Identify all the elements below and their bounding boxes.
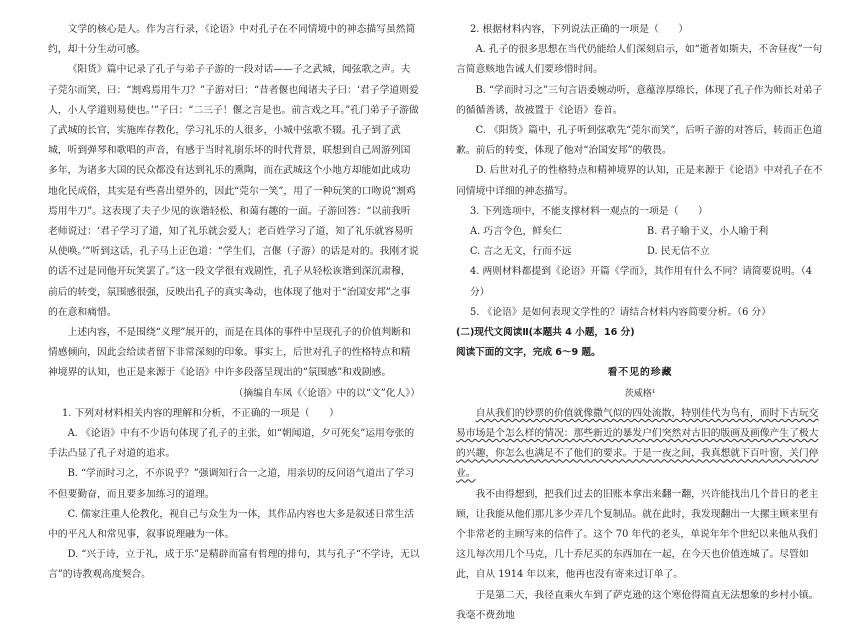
- story-paragraph: [456, 404, 824, 485]
- question-1-option-c: C. 儒家注重人伦教化，视自己与众生为一体，其作品内容也大多是叙述日常生活中的平凡人和常见事，叙事说理融为一体。: [48, 508, 415, 541]
- question-3-options-row-2: [456, 242, 824, 262]
- section-heading: (二)现代文阅读Ⅱ(本题共 4 小题，16 分): [456, 327, 635, 339]
- question-1-stem: 1. 下列对材料相关内容的理解和分析，不正确的一项是（ ）: [62, 407, 339, 419]
- story-paragraph: 于是第二天，我径直乘火车到了萨克逊的这个寒伧得简直无法想象的乡村小镇。我毫不费劲地: [456, 589, 819, 621]
- reading-instruction: 阅读下面的文字，完成 6～9 题。: [456, 347, 601, 359]
- question-2-option-b: B. “学而时习之”三句言语委婉动听，意蕴淳厚绵长，体现了孔子作为师长对弟子的循循善诱，故被置于《论语》卷首。: [456, 84, 823, 116]
- underlined-passage: 自从我们的钞票的价值就像撒气似的四处流散，特别佳代为鸟有，而时下古玩交易市场是个怎么样的情况：那些新近的暴发户们突然对古旧的版画及画像产生了极大的兴趣，你怎么也满足不了他们的要求。于是一夜之间，我真想就下百叶窗，关门停业。: [456, 407, 819, 480]
- question-2-stem: 2. 根据材料内容，下列说法正确的一项是（ ）: [470, 24, 689, 35]
- question-3-option-d: D. 民无信不立: [647, 246, 710, 258]
- question-3-option-c: C. 言之无文，行而不远: [470, 246, 572, 258]
- paragraph: 《阳货》篇中记录了孔子与弟子子游的一段对话——子之武城，闻弦歌之声。夫子莞尔而笑，曰：“割鸡焉用牛刀？”子游对曰：“昔者偃也闻诸夫子曰：‘君子学道则爱人，小人学道则易使也。’”子曰：“二三子！偃之言是也。前言戏之耳。”孔门弟子子游做了武城的长官，实施库存教化，学习礼乐的人很多，小城中弦歌不辍。孔子到了武城，听到弹琴和歌唱的声音，有感于当时礼崩乐坏的时代背景，联想到自己周游列国多年，为诸多大国的民众都没有达到礼乐的熏陶，而在武城这个小地方却能如此成功地化民成俗，其实是有些喜出望外的，因此“莞尔一笑”，用了一种玩笑的口吻说“割鸡焉用牛刀”。这表现了夫子少见的诙谐轻松、和蔼有趣的一面。子游回答：“以前我听老师说过：‘君子学习了道，知了礼乐就会爱人；老百姓学习了道，知了礼乐就容易听从使唤。’”听到这话，孔子马上正色道：“学生们，言偃（子游）的话是对的。我刚才说的话不过是同他开玩笑罢了。”这一段文学很有戏剧性，孔子从轻松诙谐到深沉肃穆，前后的转变，氛围感很强，反映出孔子的真实촉动，也体现了他对于“治国安邦”之事的在意和痛惜。: [48, 64, 419, 318]
- question-1-option-a: A. 《论语》中有不少语句体现了孔子的主张，如“朝闻道，夕可死矣”运用夸张的手法凸显了孔子对道的追求。: [48, 428, 415, 460]
- story-title: 看不见的珍藏: [607, 367, 673, 379]
- question-2-option-a: A. 孔子的很多思想在当代仍能给人们深刻启示，如“逝者如斯夫，不舍昼夜”一句言简意赅地告诫人们要珍惜时间。: [456, 44, 823, 76]
- question-5: 5. 《论语》是如何表现文学性的？请结合材料内容简要分析。（6 分）: [470, 306, 772, 318]
- question-1-option-d: D. “兴于诗，立于礼，成于乐”是精辟而富有哲理的排句，其与孔子“不学诗，无以言”的诗教观高度契合。: [48, 549, 420, 581]
- question-3-option-a: A. 巧言令色，鲜矣仁: [470, 226, 562, 238]
- question-2-option-c: C. 《阳货》篇中，孔子听到弦歌先“莞尔而笑”，后听子游的对答后，转而正色道歉。前后的转变，体现了他对“治国安邦”的敬畏。: [456, 125, 823, 157]
- question-2-option-d: D. 后世对孔子的性格特点和精神境界的认知，正是来源于《论语》中对孔子在不同情境中详细的神态描写。: [456, 165, 823, 197]
- story-author: 茨威格¹: [624, 388, 656, 399]
- paragraph: 文学的核心是人。作为言行录，《论语》中对孔子在不同情境中的神态描写虽然简约，却十分生动可感。: [48, 24, 416, 56]
- paragraph: 上述内容，不是围绕“义理”展开的，而是在具体的事件中呈现孔子的价值判断和情感倾向，因此会给读者留下非常深刻的印象。事实上，后世对孔子的性格特点和精神境界的认知，也正是来源于《论语》中许多段落呈现出的“氛围感”和戏剧感。: [48, 327, 411, 379]
- left-column: [48, 20, 420, 586]
- story-paragraph: 我不由得想到，把我们过去的旧账本拿出来翻一翻，兴许能找出几个昔日的老主顾，让我能从他们那儿多少弄几个复制品。就在此时，我发现翻出一大摞主顾来里有个非常老的主顾写来的信件了。这个 70 年代的老头，单说年年个世纪以来他从我们这儿每次用几个马克，几十乔尼买的东西加在一起，在今天也价值连城了。尽管如此，自从 1914 年以来，他再也没有寄来过订单了。: [456, 488, 819, 581]
- right-column: [456, 20, 824, 626]
- question-3-option-b: B. 君子喻于义，小人喻于利: [647, 226, 769, 238]
- question-3-options-row-1: [456, 222, 824, 242]
- question-3-stem: 3. 下列选项中，不能支撑材料一观点的一项是（ ）: [470, 205, 708, 217]
- question-4: 4. 两则材料都提到《论语》开篇《学而》，其作用有什么不同？请简要说明。（4 分）: [470, 266, 812, 298]
- source-citation: （摘编自车凤《〈论语〉中的以“文”化人》）: [233, 387, 420, 399]
- question-1-option-b: B. “学而时习之，不亦说乎？”强调知行合一之道，用亲切的反问语气道出了学习不但要勤奋，而且要多加练习的道理。: [48, 468, 415, 500]
